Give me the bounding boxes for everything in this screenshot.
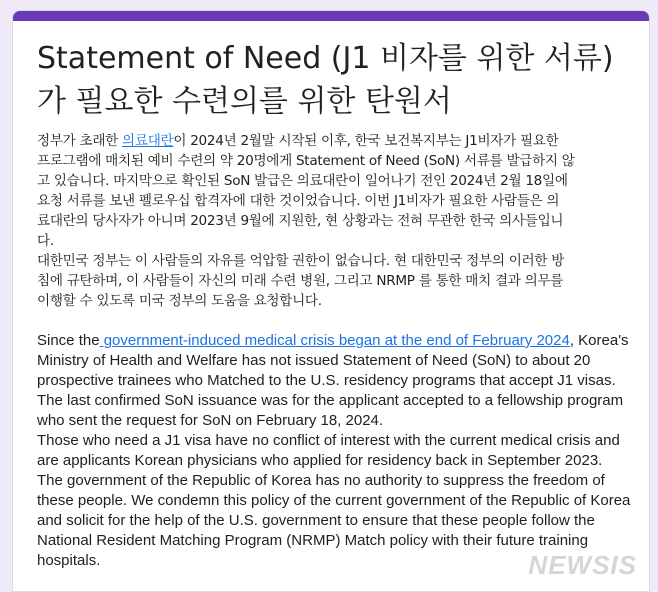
english-text: who sent the request for SoN on February 18, 2024.	[37, 412, 384, 429]
medical-crisis-link-korean[interactable]: 의료대란	[122, 133, 174, 149]
english-text: Those who need a J1 visa have no conflict of interest with the current medical crisis and	[37, 432, 620, 449]
korean-paragraph-1	[37, 131, 637, 251]
english-text: these people. We condemn this policy of the current government of the Republic of Korea	[37, 492, 631, 509]
english-text: prospective trainees who Matched to the U.S. residency programs that accept J1 visas.	[37, 372, 616, 389]
korean-paragraph-2	[37, 251, 637, 311]
form-title-line2: 가 필요한 수련의를 위한 탄원서	[37, 84, 452, 119]
english-text: The government of the Republic of Korea has no authority to suppress the freedom of	[37, 472, 605, 489]
english-text: Since the	[37, 332, 100, 349]
english-text: National Resident Matching Program (NRMP) Match policy with their future training	[37, 532, 589, 549]
korean-text: 다.	[37, 233, 54, 249]
form-title-line1: Statement of Need (J1 비자를 위한 서류)	[37, 41, 614, 76]
form-card	[12, 10, 650, 592]
korean-text: 침에 규탄하며, 이 사람들이 자신의 미래 수련 병원, 그리고 NRMP 를 통한 매치 결과 의무를	[37, 273, 564, 289]
form-title	[37, 37, 637, 123]
korean-text: 프로그램에 매치된 예비 수련의 약 20명에게 Statement of Need (SoN) 서류를 발급하지 않	[37, 153, 575, 169]
english-text: hospitals.	[37, 552, 101, 569]
korean-text: 정부가 초래한	[37, 133, 123, 149]
newsis-watermark: NEWSIS	[528, 550, 637, 580]
english-text: The last confirmed SoN issuance was for the applicant accepted to a fellowship program	[37, 392, 624, 409]
korean-text: 고 있습니다. 마지막으로 확인된 SoN 발급은 의료대란이 일어나기 전인 2024년 2월 18일에	[37, 173, 568, 189]
korean-text: 대한민국 정부는 이 사람들의 자유를 억압할 권한이 없습니다. 현 대한민국 정부의 이러한 방	[37, 253, 565, 269]
korean-text: 료대란의 당사자가 아니며 2023년 9월에 지원한, 현 상황과는 전혀 무관한 한국 의사들입니	[37, 213, 564, 229]
paragraph-spacer	[37, 311, 637, 331]
english-text: are applicants Korean physicians who applied for residency back in September 2023.	[37, 452, 603, 469]
korean-text: 요청 서류를 보낸 펠로우십 합격자에 대한 것이었습니다. 이번 J1비자가 필요한 사람들은 의	[37, 193, 560, 209]
korean-text: 이 2024년 2월말 시작된 이후, 한국 보건복지부는 J1비자가 필요한	[173, 133, 559, 149]
english-paragraph-2	[37, 431, 637, 471]
english-text: Ministry of Health and Welfare has not issued Statement of Need (SoN) to about 20	[37, 352, 591, 369]
english-text: , Korea's	[569, 332, 629, 349]
form-accent-bar	[13, 11, 649, 21]
korean-text: 이행할 수 있도록 미국 정부의 도움을 요청합니다.	[37, 293, 322, 309]
english-paragraph-1	[37, 331, 637, 431]
medical-crisis-link-english[interactable]: government-induced medical crisis began at the end of February 2024	[99, 332, 570, 349]
form-description	[37, 131, 637, 571]
english-text: and solicit for the help of the U.S. government to ensure that these people follow the	[37, 512, 595, 529]
